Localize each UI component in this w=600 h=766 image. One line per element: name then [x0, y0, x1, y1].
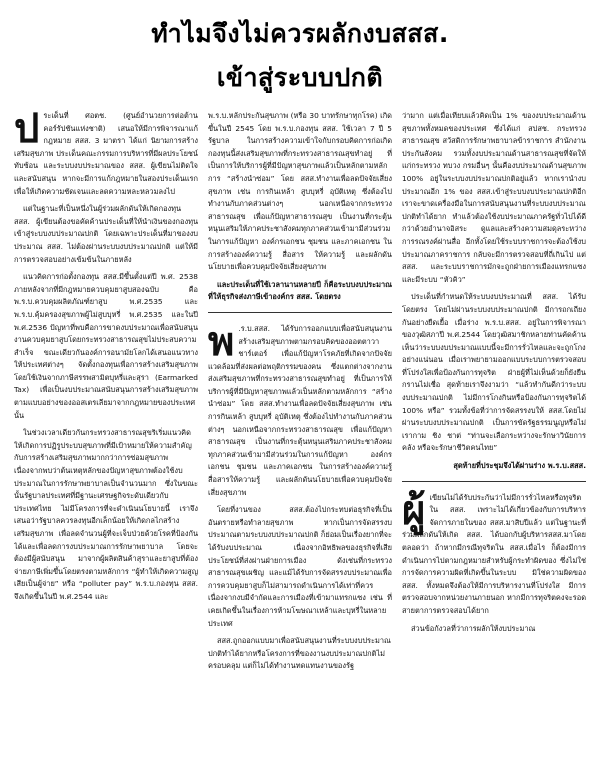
paragraph: ว่ามาก แต่เมื่อเทียบแล้วคิดเป็น 1% ของงบประมาณด้านสุขภาพทั้งหมดของประเทศ ซึ่งได้แก่ สปสช. กระทรวงสาธารณสุข สวัสดิการรักษาพยาบาลข้าราชการ สำนักงานประกันสังคม รวมทั้งงบประมาณด้านสาธารณสุขที่จัดให้แก่กระทรวง ทบวง กรมอื่นๆ นั้นคืองบประมาณด้านสุขภาพ 100% อยู่ในระบบงบประมาณปกติอยู่แล้ว หากเรานำงบประมาณอีก 1% ของ สสส.เข้าสู่ระบบงบประมาณปกติอีก เราจะขาดเครื่องมือในการสนับสนุนงานที่ระบบงบประมาณปกติทำได้ยาก ทำแล้วต้องใช้งบประมาณภาครัฐทั่วไปได้ดีกว่าด้วยอำนาจอิสระ ดูแลและสร้างความสมดุลระหว่างการรณรงค์ผ่านสื่อ อีกทั้งโดยใช้ระบบราชการจะต้องใช้งบประมาณภาคราชการ กลับจะมีการตรวจสอบที่ถี่เกินไป แต่ สสส. และระบบราชการมักจะถูกฝ่ายการเมืองแทรกแซงและมีระบบ “หัวคิว” — [402, 111, 586, 284]
paragraph — [14, 110, 198, 198]
paragraph: แนวคิดการก่อตั้งกองทุน สสส.มีขึ้นตั้งแต่ปี พ.ศ. 2538 ภายหลังจากที่มีกฎหมายควบคุมยาสูบสองฉบับ คือ พ.ร.บ.ควบคุมผลิตภัณฑ์ยาสูบ พ.ศ.2535 และ พ.ร.บ.คุ้มครองสุขภาพผู้ไม่สูบบุหรี่ พ.ศ.2535 และในปี พ.ศ.2536 ปัญหาที่พบคือการขาดงบประมาณเพื่อสนับสนุนงานควบคุมยาสูบโดยกระทรวงสาธารณสุขไม่ประสบความสำเร็จ ขณะเดียวกันองค์การอนามัยโลกได้เสนอแนวทางให้ประเทศต่างๆ จัดตั้งกองทุนเพื่อการสร้างเสริมสุขภาพ โดยใช้เงินจากภาษีสรรพสามิตบุหรี่และสุรา (Earmarked Tax) เพื่อเป็นงบประมาณสนับสนุนการสร้างเสริมสุขภาพตามแบบอย่างของออสเตรเลียมาจากกฎหมายของประเทศนั้น — [14, 272, 198, 420]
headline-line2: เข้าสู่ระบบปกติ — [216, 63, 384, 92]
paragraph: โดยที่งานของ สสส.ต้องไปกระทบต่อธุรกิจที่เป็นอันตรายหรือทำลายสุขภาพ หากเป็นการจัดสรรงบประมาณตามระบบงบประมาณปกติ ก็ย่อมเป็นเรื่องยากที่จะได้รับงบประมาณ เนื่องจากอิทธิพลของธุรกิจที่เสียประโยชน์ที่ส่งผ่านฝ่ายการเมือง ดังเช่นที่กระทรวงสาธารณสุขเผชิญ และแม้ได้รับการจัดสรรงบประมาณเพื่อการควบคุมยาสูบก็ไม่สามารถดำเนินการได้เท่าที่ควร เนื่องจากงบมีจำกัดและการเมืองที่เข้ามาแทรกแซง เช่น ที่เคยเกิดขึ้นในเรื่องการห้ามโฆษณาเหล้าและบุหรี่ในหลายประเทศ — [208, 505, 392, 628]
article-columns — [14, 110, 586, 760]
paragraph: แต่ในฐานะที่เป็นหนึ่งในผู้ร่วมผลักดันให้เกิดกองทุน สสส. ผู้เขียนต้องขอคัดค้านประเด็นที่ให้นำเงินของกองทุนเข้าสู่ระบบงบประมาณปกติ โดยเฉพาะประเด็นที่มาของงบประมาณ สสส. ไม่ต้องผ่านระบบงบประมาณปกติ แต่ให้มีการตรวจสอบอย่างเข้มข้นในภายหลัง — [14, 204, 198, 264]
bold-paragraph: และประเด็นที่ใช้เวลานานหลายปี ก็คือระบบงบประมาณที่ให้ธุรกิจส่งภาษีเข้าองค์กร สสส. โดยตรง — [208, 279, 392, 302]
dropcap: พ — [208, 317, 235, 365]
bold-paragraph: สุดท้ายที่ประชุมจึงได้ผ่านร่าง พ.ร.บ.สสส. — [453, 461, 586, 471]
column-1 — [14, 110, 198, 760]
paragraph: ประเด็นที่กำหนดให้ระบบงบประมาณที่ สสส. ได้รับโดยตรง โดยไม่ผ่านระบบงบประมาณปกติ มีการถกเถียงกันอย่างยืดเยื้อ เมื่อร่าง พ.ร.บ.สสส. อยู่ในการพิจารณาของวุฒิสภาปี พ.ศ.2544 โดยวุฒิสมาชิกหลายท่านคัดค้านเห็นว่าระบบงบประมาณแบบนี้จะมีการรั่วไหลและจะถูกโกงอย่างแน่นอน เมื่อเราพยายามออกแบบระบบการตรวจสอบที่โปร่งใสเพื่อป้องกันการทุจริต ฝ่ายผู้ที่ไม่เห็นด้วยก็ยังยืนกรานไม่เชื่อ สุดท้ายเราจึงงามว่า “แล้วทำกันดีกว่าระบบงบประมาณปกติ ไม่มีการโกงกินหรือป้องกันการทุจริตได้ 100% หรือ” รวมทั้งข้อที่ว่าการจัดสรรงบให้ สสส.โดยไม่ผ่านระบบงบประมาณปกติ เป็นการขัดรัฐธรรมนูญหรือไม่ เรากาม ชิง ชาต่ “ท่านจะเลือกระหว่างจะรักษาวินัยการคลัง หรือจะรักษาชีวิตคนไทย” — [402, 292, 586, 453]
dropcap: ผู้ — [402, 486, 426, 534]
paragraph: ในช่วงเวลาเดียวกันกระทรวงสาธารณสุขริเริ่มแนวคิดให้เกิดการปฏิรูประบบสุขภาพที่มีเป้าหมายให้ความสำคัญกับการสร้างเสริมสุขภาพมากกว่าการซ่อมสุขภาพ เนื่องจากพบว่าต้นเหตุหลักของปัญหาสุขภาพต้องใช้งบประมาณในการรักษาพยาบาลเป็นจำนวนมาก ซึ่งในขณะนั้นรัฐบาลประเทศที่มีฐานะเศรษฐกิจระดับเดียวกับประเทศไทย ไม่มีโครงการที่จะดำเนินนโยบายนี้ เราจึงเสนอว่ารัฐบาลควรลงทุนอีกเล็กน้อยให้เกิดกลไกสร้างเสริมสุขภาพ เพื่อลดจำนวนผู้ที่จะเจ็บป่วยด้วยโรคที่ป้องกันได้และเพื่อลดการงบประมาณการรักษาพยาบาล โดยจะต้องมีผู้สนับสนุน มาจากผู้ผลิตสินค้าสุราและยาสูบที่ต้องจ่ายภาษีเพิ่มขึ้นโดยตรงตามหลักการ “ผู้ทำให้เกิดความสูญเสียเป็นผู้จ่าย” หรือ “polluter pay” พ.ร.บ.กองทุน สสส. จึงเกิดขึ้นในปี พ.ศ.2544 และ — [14, 428, 198, 601]
column-2 — [208, 110, 392, 760]
column-3 — [402, 110, 586, 760]
section-divider — [402, 481, 586, 482]
paragraph-text: เขียนไม่ได้รับประกันว่าไม่มีการรั่วไหลหรือทุจริตใน สสส. เพราะไม่ได้เกี่ยวข้องกับการบริหารจัดการภายในของ สสส.มาสิบปีแล้ว แต่ในฐานะที่ร่วมผลักดันให้เกิด สสส. ได้บอกกับผู้บริหารสสส.มาโดยตลอดว่า ถ้าหากมีกรณีทุจริตใน สสส.เมื่อไร ก็ต้องมีการดำเนินการไปตามกฎหมายสำหรับผู้กระทำผิดของ ซึ่งไม่ใช่การจัดการความผิดที่เกิดขึ้นในระบบ มิใช่ความผิดของ สสส. ทั้งหมดจึงต้องให้มีการบริหารงานที่โปร่งใส มีการตรวจสอบจากหน่วยงานภายนอก หากมีการทุจริตคงจะรอดสายตาการตรวจสอบได้ยาก — [402, 492, 586, 615]
paragraph: ส่วนข้อกังวลที่ว่าการผลักให้งบประมาณ — [411, 623, 536, 633]
paragraph: สสส.ถูกออกแบบมาเพื่อสนับสนุนงานที่ระบบงบประมาณปกติทำได้ยากหรือโครงการที่ของงานงบประมาณปกติไม่ครอบคลุม แต่ก็ไม่ได้ทำงานทดแทนงานของรัฐ — [208, 636, 391, 671]
paragraph: พ.ร.บ.หลักประกันสุขภาพ (หรือ 30 บาทรักษาทุกโรค) เกิดขึ้นในปี 2545 โดย พ.ร.บ.กองทุน สสส. ใช้เวลา 7 ปี 5 รัฐบาล ในการสร้างความเข้าใจกับกรอบคิดการก่อเกิดกองทุนนี้ส่งเสริมสุขภาพที่กระทรวงสาธารณสุขทำอยู่ ที่เป็นการให้บริการผู้ที่มีปัญหาสุขภาพแล้วเป็นหลักตามหลักการ “สร้างนำซ่อม” โดย สสส.ทำงานเพื่อลดปัจจัยเสี่ยงสุขภาพ เช่น การกินเหล้า สูบบุหรี่ อุบัติเหตุ ซึ่งต้องไปทำงานกับภาคส่วนต่างๆ นอกเหนือจากกระทรวงสาธารณสุข เพื่อแก้ปัญหาสาธารณสุข เป็นงานที่กระตุ้นหนุนเสริมให้ภาคประชาสังคมทุกภาคส่วนเข้ามามีส่วนร่วมในการแก้ปัญหา องค์กรเอกชน ชุมชน และภาคเอกชน ในการสร้างองค์ความรู้ สื่อสาร ให้ความรู้ และผลักดันนโยบายเพื่อควบคุมปัจจัยเสี่ยงสุขภาพ — [208, 111, 392, 272]
headline-line1: ทำไมจึงไม่ควรผลักงบสสส. — [151, 19, 449, 48]
dropcap: ป — [14, 110, 40, 152]
paragraph-text: ระเด็นที่ ศอตช. (ศูนย์อำนวยการต่อต้านคอร์รัปชันแห่งชาติ) เสนอให้มีการพิจารณาแก้กฎหมาย สสส. 3 มาตรา ได้แก่ นิยามการสร้างเสริมสุขภาพ ประเด็นคณะกรรมการบริหารที่มีผลประโยชน์ทับซ้อน และระบบงบประมาณของ สสส. ผู้เขียนไม่ติดใจและสนับสนุน หากจะมีการแก้กฎหมายในสองประเด็นแรกเพื่อให้เกิดความชัดเจนและลดความหละหลวมลงไป — [14, 111, 198, 196]
paragraph-text: .ร.บ.สสส. ได้รับการออกแบบเพื่อสนับสนุนงานสร้างเสริมสุขภาพตามกรอบคิดของออตตาวา ชาร์เตอร์ เพื่อแก้ปัญหาโรคภัยที่เกิดจากปัจจัยแวดล้อมที่ส่งผลต่อพฤติกรรมของคน ซึ่งแตกต่างจากงานส่งเสริมสุขภาพที่กระทรวงสาธารณสุขทำอยู่ ที่เป็นการให้บริการผู้ที่มีปัญหาสุขภาพแล้วเป็นหลักตามหลักการ “สร้างนำซ่อม” โดย สสส.ทำงานเพื่อลดปัจจัยเสี่ยงสุขภาพ เช่น การกินเหล้า สูบบุหรี่ อุบัติเหตุ ซึ่งต้องไปทำงานกับภาคส่วนต่างๆ นอกเหนือจากกระทรวงสาธารณสุข เพื่อแก้ปัญหาสาธารณสุข เป็นงานที่กระตุ้นหนุนเสริมภาคประชาสังคมทุกภาคส่วนเข้ามามีส่วนร่วมในการแก้ปัญหา องค์กรเอกชน ชุมชน และภาคเอกชน ในการสร้างองค์ความรู้ สื่อสารให้ความรู้ และผลักดันนโยบายเพื่อควบคุมปัจจัยเสี่ยงสุขภาพ — [208, 323, 392, 497]
section-divider — [208, 312, 392, 313]
paragraph — [208, 317, 392, 499]
paragraph — [402, 486, 586, 618]
